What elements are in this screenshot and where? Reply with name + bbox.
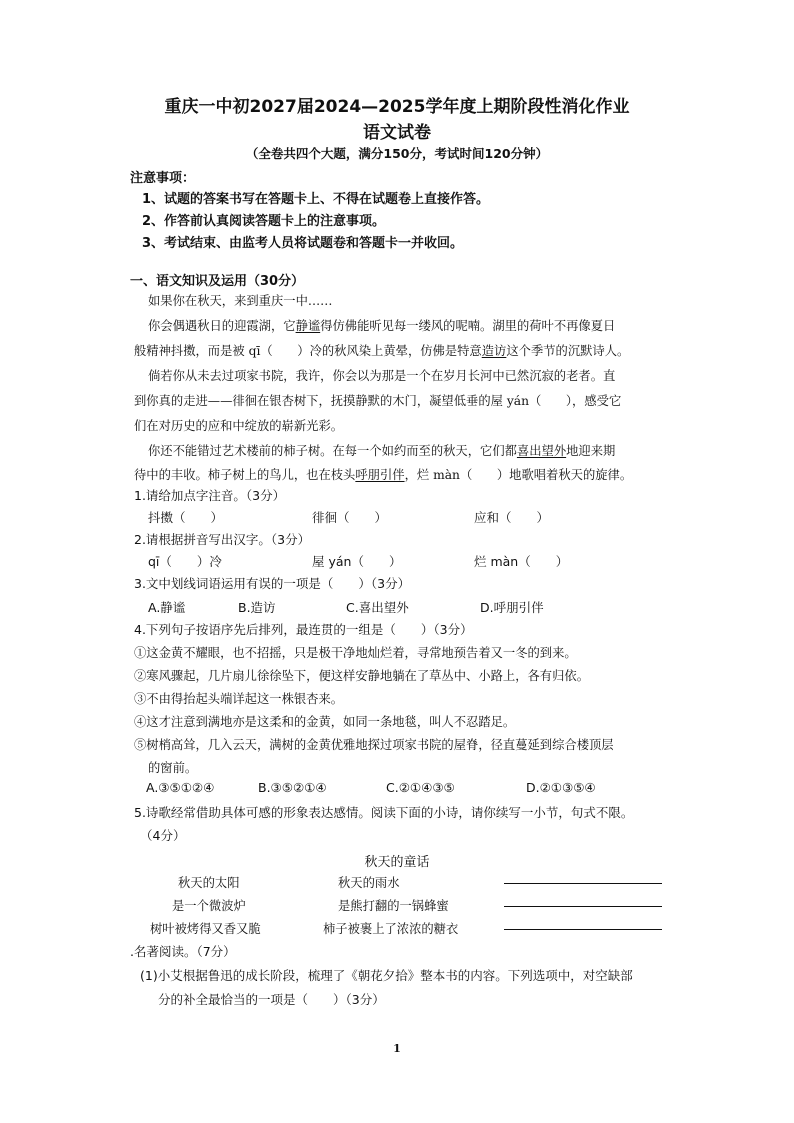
- question-stem: 3.文中划线词语运用有误的一项是（ ）（3分）: [134, 576, 411, 591]
- question-stem: 分的补全最恰当的一项是（ ）（3分）: [158, 992, 385, 1007]
- note-item: 3、考试结束、由监考人员将试题卷和答题卡一并收回。: [142, 236, 464, 251]
- sentence-item: ③不由得抬起头端详起这一株银杏来。: [134, 692, 344, 706]
- question-stem: 2.请根据拼音写出汉字。（3分）: [134, 532, 311, 547]
- choice-option[interactable]: D.②①③⑤④: [526, 780, 596, 795]
- choice-option[interactable]: B.③⑤②①④: [258, 780, 327, 795]
- choice-option[interactable]: A.③⑤①②④: [146, 780, 215, 795]
- passage-line: 到你真的走进——徘徊在银杏树下，抚摸静默的木门，凝望低垂的屋 yán（ ），感受它: [134, 394, 622, 408]
- answer-blank[interactable]: 抖擞（ ）: [148, 510, 224, 525]
- exam-subject: 语文试卷: [363, 123, 431, 143]
- passage-text: 地迎来期: [566, 444, 616, 458]
- underlined-word: 喜出望外: [516, 444, 567, 458]
- section-heading: 一、语文知识及运用（30分）: [130, 274, 305, 289]
- passage-text: 般精神抖擞，而是被 qī（ ）冷的秋风染上黄晕，仿佛是特意: [134, 344, 482, 358]
- answer-blank[interactable]: qī（ ）冷: [148, 554, 222, 569]
- passage-text: 你还不能错过艺术楼前的柿子树。在每一个如约而至的秋天，它们都: [148, 444, 517, 458]
- choice-option[interactable]: C.喜出望外: [346, 600, 409, 615]
- note-item: 2、作答前认真阅读答题卡上的注意事项。: [142, 214, 386, 229]
- answer-blank[interactable]: 徘徊（ ）: [312, 510, 388, 525]
- question-stem: (1)小艾根据鲁迅的成长阶段，梳理了《朝花夕拾》整本书的内容。下列选项中，对空缺部: [140, 968, 633, 983]
- poem-line: 是熊打翻的一锅蜂蜜: [338, 899, 449, 913]
- underlined-word: 呼朋引伴: [355, 468, 405, 482]
- poem-line: 秋天的雨水: [338, 876, 400, 890]
- answer-blank[interactable]: 烂 màn（ ）: [474, 554, 569, 569]
- passage-line: [134, 462, 674, 488]
- question-stem: .名著阅读。（7分）: [130, 944, 236, 959]
- passage-intro: 如果你在秋天，来到重庆一中……: [148, 294, 333, 308]
- question-stem: （4分）: [140, 828, 186, 843]
- answer-blank[interactable]: 应和（ ）: [474, 510, 550, 525]
- question-stem: 5.诗歌经常借助具体可感的形象表达感情。阅读下面的小诗，请你续写一小节，句式不限。: [134, 805, 634, 820]
- poem-title: 秋天的童话: [364, 855, 430, 870]
- passage-line: [134, 338, 674, 364]
- answer-line[interactable]: [504, 883, 662, 884]
- passage-text: 待中的丰收。柿子树上的鸟儿，也在枝头: [134, 468, 356, 482]
- passage-text: ，烂 màn（ ）地歌唱着秋天的旋律。: [404, 468, 633, 482]
- sentence-item: ④这才注意到满地亦是这柔和的金黄，如同一条地毯，叫人不忍踏足。: [134, 715, 516, 729]
- passage-text: 这个季节的沉默诗人。: [506, 344, 630, 358]
- note-item: 1、试题的答案书写在答题卡上、不得在试题卷上直接作答。: [142, 192, 490, 207]
- sentence-item: ⑤树梢高耸，几入云天，满树的金黄优雅地探过项家书院的屋脊，径直蔓延到综合楼顶层: [134, 738, 614, 752]
- answer-line[interactable]: [504, 906, 662, 907]
- answer-blank[interactable]: 屋 yán（ ）: [312, 554, 402, 569]
- passage-text: 得仿佛能听见每一缕风的呢喃。湖里的荷叶不再像夏日: [320, 319, 616, 333]
- underlined-word: 造访: [481, 344, 507, 358]
- question-stem: 4.下列句子按语序先后排列，最连贯的一组是（ ）（3分）: [134, 622, 473, 637]
- poem-line: 秋天的太阳: [178, 876, 240, 890]
- sentence-item: 的窗前。: [148, 761, 198, 775]
- exam-title: 重庆一中初2027届2024—2025学年度上期阶段性消化作业: [164, 97, 630, 117]
- choice-option[interactable]: C.②①④③⑤: [386, 780, 455, 795]
- sentence-item: ②寒风骤起，几片扇儿徐徐坠下，便这样安静地躺在了草丛中、小路上，各有归依。: [134, 669, 589, 683]
- choice-option[interactable]: D.呼朋引伴: [480, 600, 544, 615]
- answer-line[interactable]: [504, 929, 662, 930]
- passage-line: [148, 313, 688, 339]
- exam-subtitle: （全卷共四个大题，满分150分，考试时间120分钟）: [245, 146, 549, 161]
- passage-line: 们在对历史的应和中绽放的崭新光彩。: [134, 419, 344, 433]
- poem-line: 柿子被裹上了浓浓的糖衣: [323, 922, 459, 936]
- choice-option[interactable]: B.造访: [238, 600, 276, 615]
- underlined-word: 静谧: [295, 319, 321, 333]
- passage-text: 你会偶遇秋日的迎霞湖，它: [148, 319, 296, 333]
- poem-line: 树叶被烤得又香又脆: [150, 922, 261, 936]
- choice-option[interactable]: A.静谧: [148, 600, 186, 615]
- notes-heading: 注意事项：: [130, 171, 196, 186]
- passage-line: 倘若你从未去过项家书院，我许，你会以为那是一个在岁月长河中已然沉寂的老者。直: [148, 369, 616, 383]
- poem-line: 是一个微波炉: [172, 899, 246, 913]
- passage-line: [148, 438, 688, 464]
- question-stem: 1.请给加点字注音。（3分）: [134, 488, 286, 503]
- page-number: 1: [393, 1042, 401, 1055]
- sentence-item: ①这金黄不耀眼，也不招摇，只是极干净地灿烂着，寻常地预告着又一冬的到来。: [134, 646, 577, 660]
